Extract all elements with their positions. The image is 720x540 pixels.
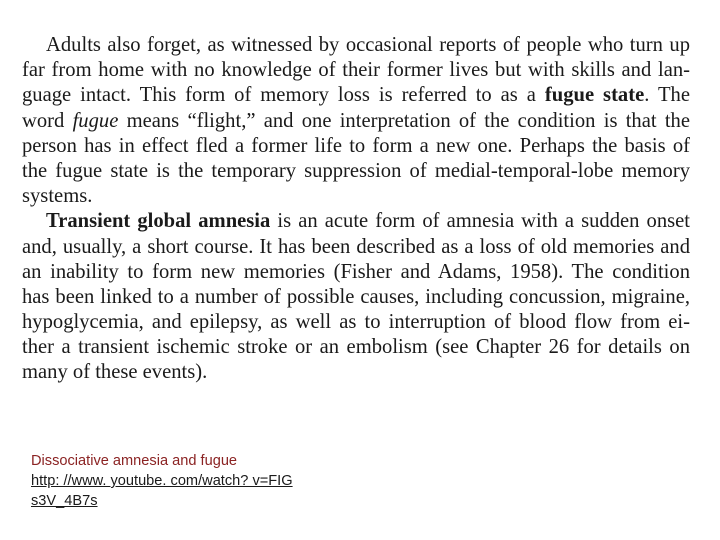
paragraph-2-line-1-tail: is an acute form of amnesia with a sudden onset bbox=[270, 210, 690, 233]
paragraph-2-line-3: an inability to form new memories (Fisher and Adams, 1958). The condition bbox=[22, 260, 690, 283]
paragraph-2-line-5: hypoglycemia, and epilepsy, as well as to interruption of blood flow from ei- bbox=[22, 311, 690, 334]
paragraph-1-line-6: the fugue state is the temporary suppression of medial-temporal-lobe memory bbox=[22, 159, 690, 182]
paragraph-1-line-5: person has in effect fled a former life to form a new one. Perhaps the basis of bbox=[22, 134, 690, 157]
note-title: Dissociative amnesia and fugue bbox=[31, 453, 238, 469]
paragraph-1-line-3-tail: . The bbox=[644, 84, 690, 107]
paragraph-2-line-4: has been linked to a number of possible causes, including concussion, migraine, bbox=[22, 285, 690, 308]
paragraph-2-line-2: and, usually, a short course. It has been described as a loss of old memories and bbox=[22, 235, 690, 258]
paragraph-1-line-4 bbox=[22, 109, 690, 134]
paragraph-1-line-3-text: guage intact. This form of memory loss is referred to as a bbox=[22, 84, 545, 107]
paragraph-1-line-2: far from home with no knowledge of their former lives but with skills and lan- bbox=[22, 59, 690, 82]
book-excerpt bbox=[22, 33, 690, 386]
paragraph-2-line-6: ther a transient ischemic stroke or an embolism (see Chapter 26 for details on bbox=[22, 336, 690, 359]
paragraph-2-line-1 bbox=[22, 209, 690, 234]
video-link-continued[interactable]: s3V_4B7s bbox=[31, 493, 98, 509]
video-link[interactable]: http: //www. youtube. com/watch? v=FIG bbox=[31, 473, 293, 489]
word-fugue: fugue bbox=[72, 109, 119, 132]
term-fugue-state: fugue state bbox=[544, 84, 645, 107]
paragraph-1-line-7: systems. bbox=[22, 185, 93, 208]
paragraph-1-line-3 bbox=[22, 83, 690, 108]
paragraph-1-line-4-tail: means “flight,” and one interpretation of the condition is that the bbox=[118, 109, 690, 132]
term-transient-global-amnesia: Transient global amnesia bbox=[46, 210, 271, 233]
paragraph-2-line-7: many of these events). bbox=[22, 361, 208, 384]
video-note bbox=[31, 451, 293, 511]
paragraph-1-line-4-text: word bbox=[22, 109, 73, 132]
paragraph-1-line-1: Adults also forget, as witnessed by occasional reports of people who turn up bbox=[46, 34, 690, 56]
